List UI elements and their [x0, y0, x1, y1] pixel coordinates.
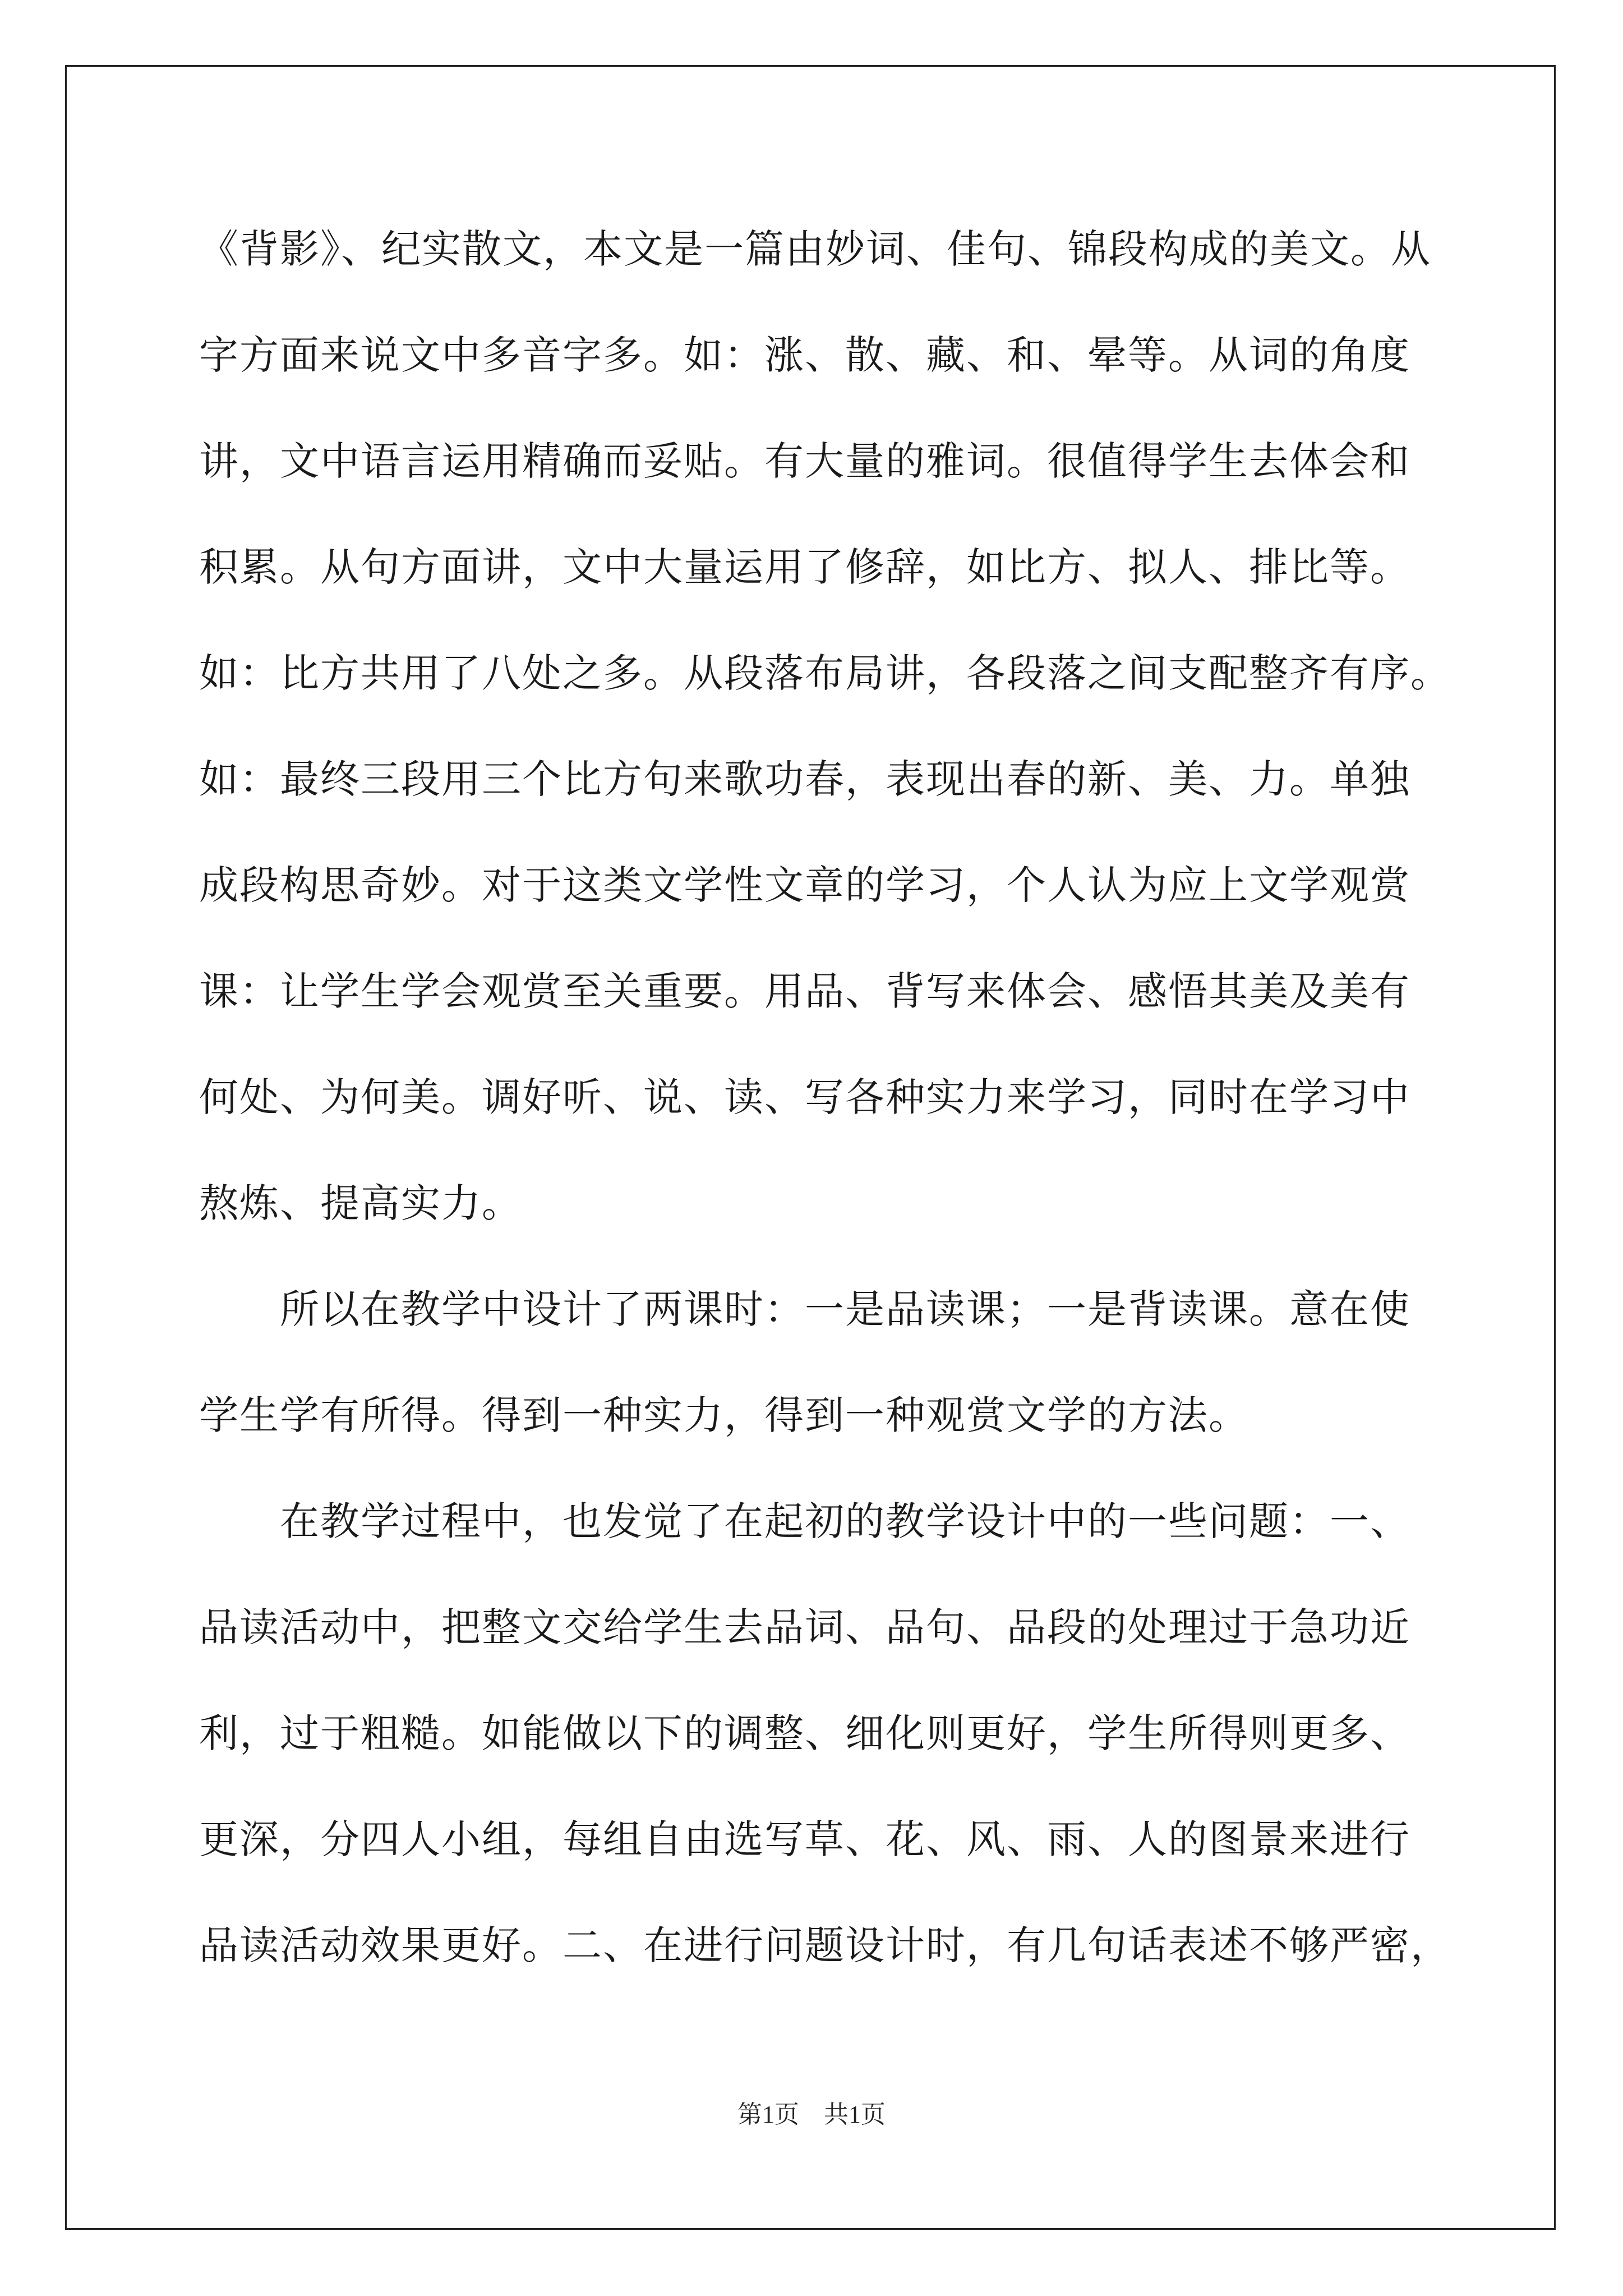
text-line: 字方面来说文中多音字多。如：涨、散、藏、和、晕等。从词的角度 [199, 332, 1410, 378]
text-line: 成段构思奇妙。对于这类文学性文章的学习，个人认为应上文学观赏 [199, 862, 1410, 908]
text-line: 在教学过程中，也发觉了在起初的教学设计中的一些问题：一、 [199, 1498, 1410, 1544]
text-line: 所以在教学中设计了两课时：一是品读课；一是背读课。意在使 [199, 1286, 1410, 1332]
page-number-footer: 第1页 共1页 [737, 2101, 886, 2128]
text-line: 利，过于粗糙。如能做以下的调整、细化则更好，学生所得则更多、 [199, 1710, 1410, 1756]
text-line: 课：让学生学会观赏至关重要。用品、背写来体会、感悟其美及美有 [199, 968, 1410, 1014]
text-line: 品读活动中，把整文交给学生去品词、品句、品段的处理过于急功近 [199, 1604, 1410, 1650]
text-line: 学生学有所得。得到一种实力，得到一种观赏文学的方法。 [199, 1392, 1249, 1438]
text-line: 积累。从句方面讲，文中大量运用了修辞，如比方、拟人、排比等。 [199, 544, 1410, 590]
text-line: 更深，分四人小组，每组自由选写草、花、风、雨、人的图景来进行 [199, 1816, 1410, 1862]
text-line: 讲，文中语言运用精确而妥贴。有大量的雅词。很值得学生去体会和 [199, 438, 1410, 484]
text-line: 《背影》、纪实散文，本文是一篇由妙词、佳句、锦段构成的美文。从 [199, 226, 1431, 272]
text-line: 何处、为何美。调好听、说、读、写各种实力来学习，同时在学习中 [199, 1074, 1410, 1120]
text-line: 熬炼、提高实力。 [199, 1180, 522, 1226]
page-border [65, 65, 1556, 2230]
text-line: 品读活动效果更好。二、在进行问题设计时，有几句话表述不够严密， [199, 1922, 1451, 1968]
text-line: 如：比方共用了八处之多。从段落布局讲，各段落之间支配整齐有序。 [199, 650, 1451, 696]
text-line: 如：最终三段用三个比方句来歌功春，表现出春的新、美、力。单独 [199, 756, 1410, 802]
